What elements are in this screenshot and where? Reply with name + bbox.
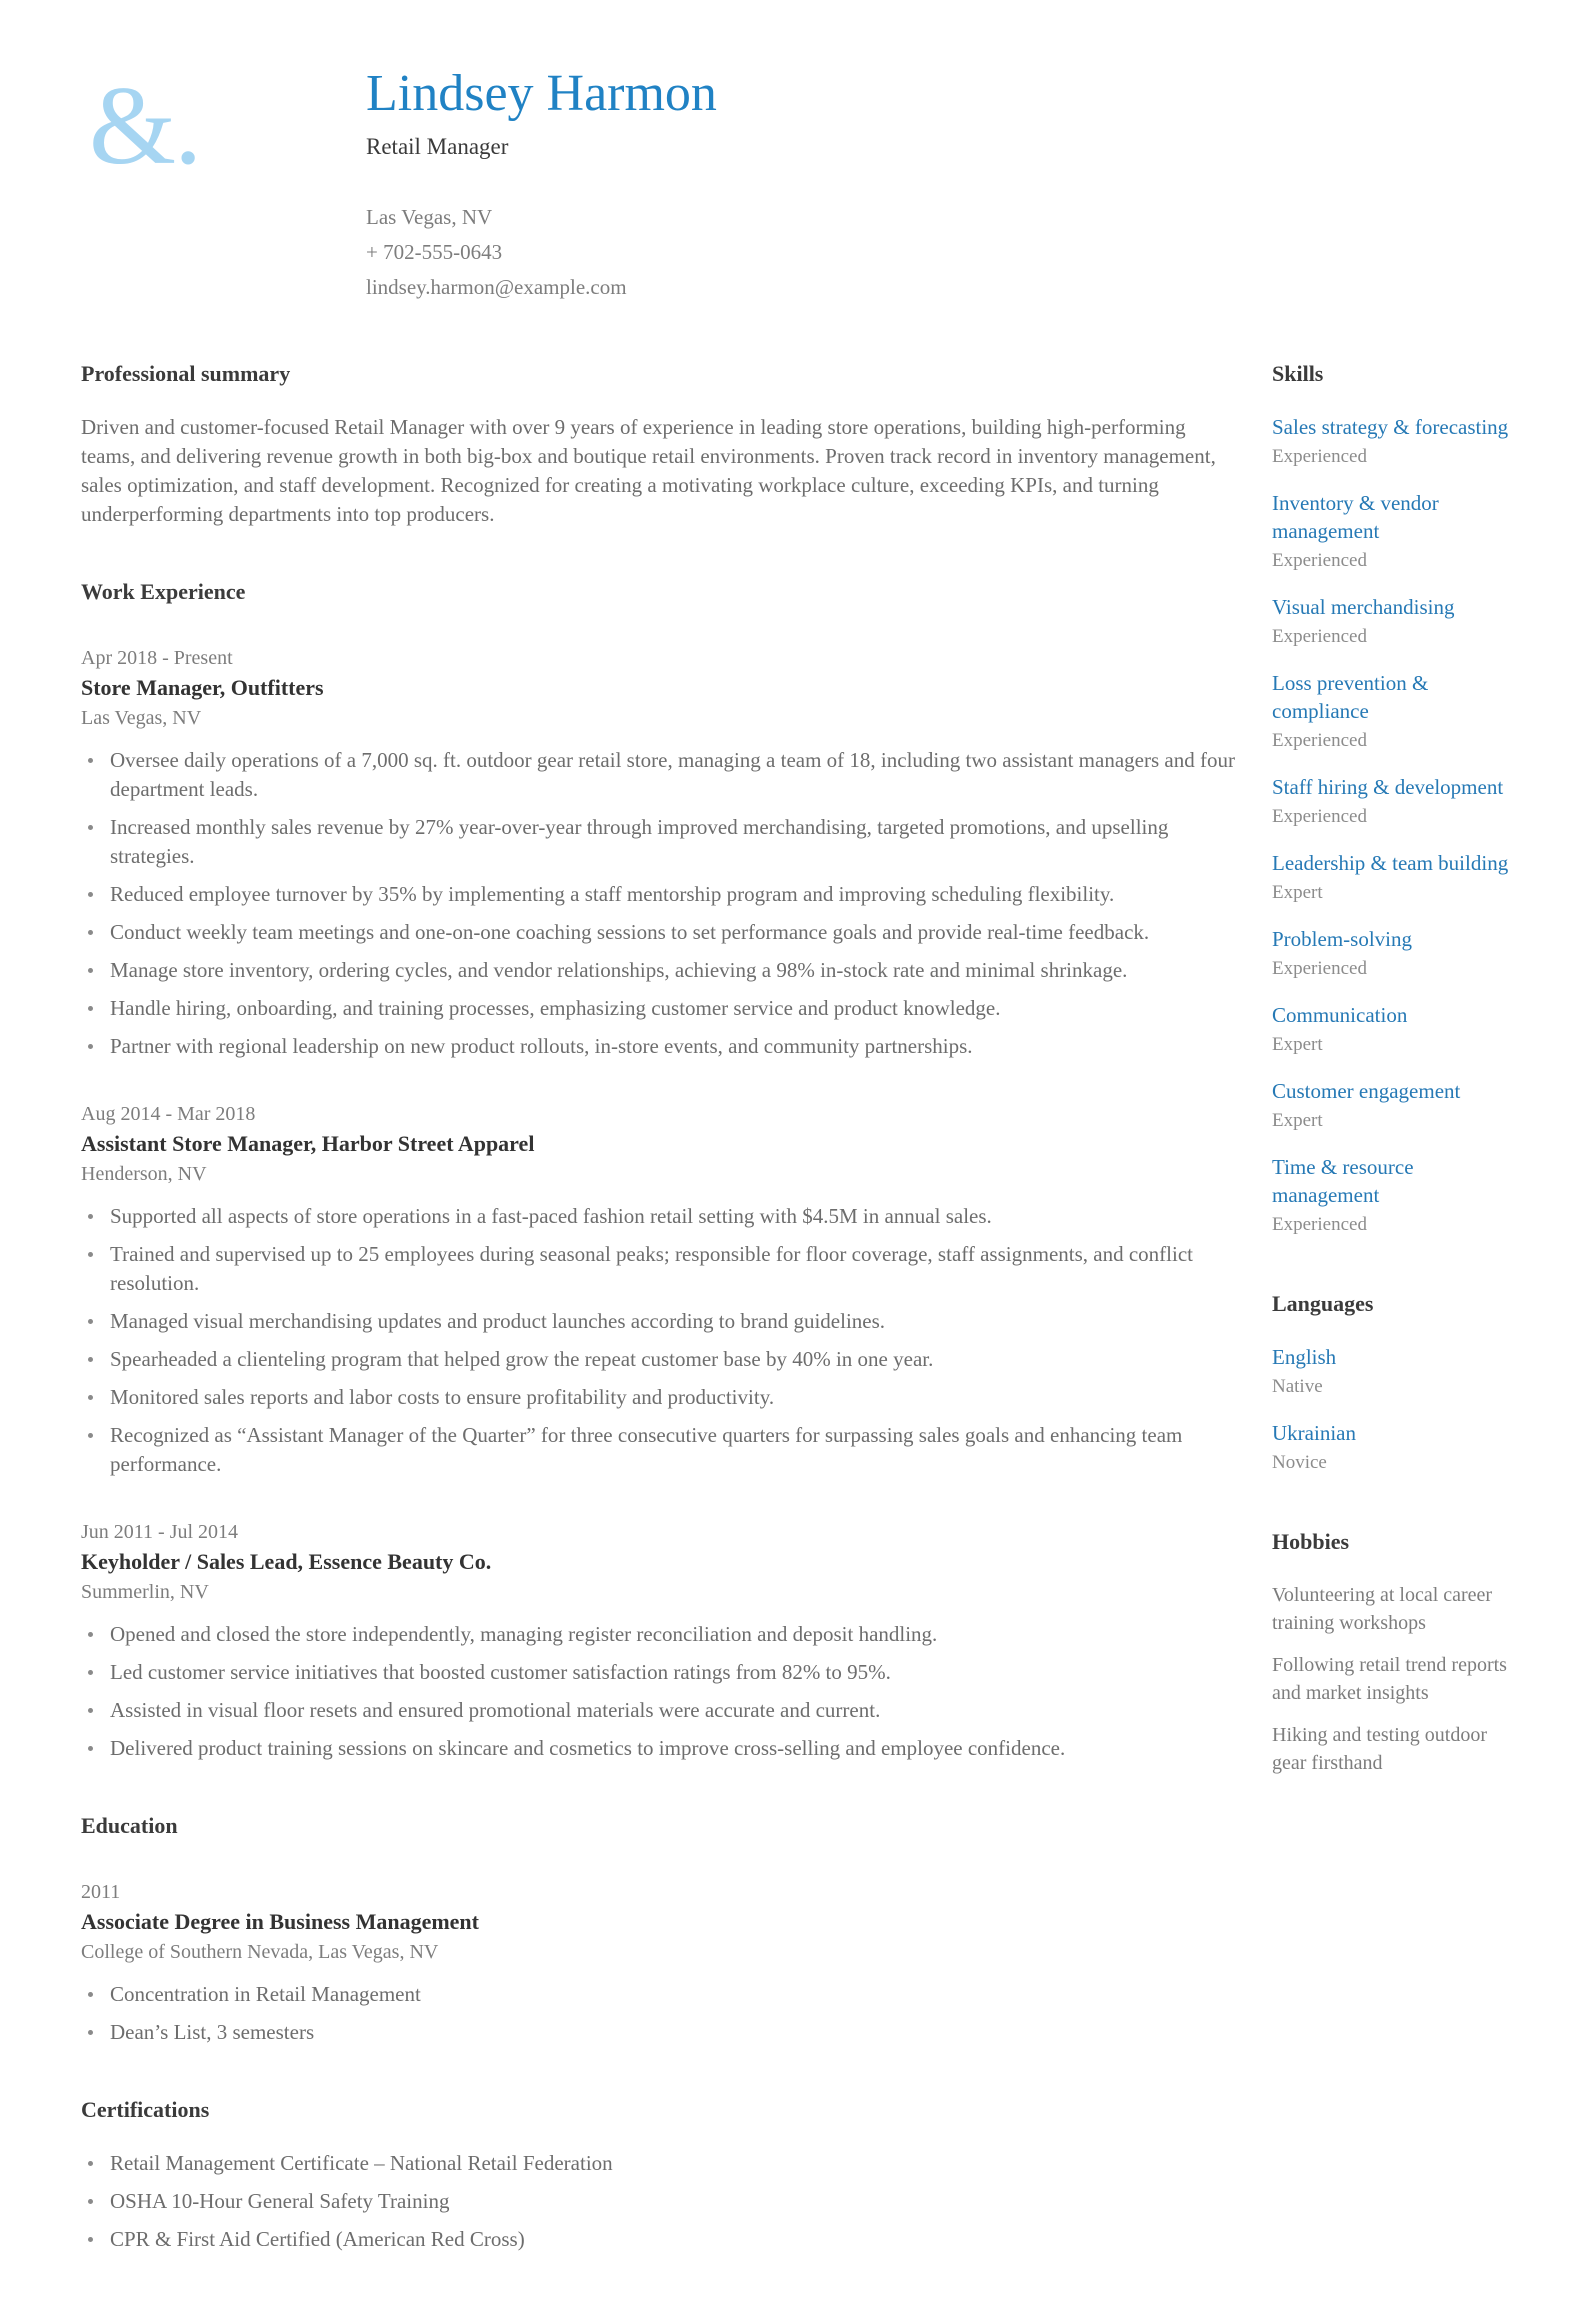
skill-name: Problem-solving <box>1272 926 1412 951</box>
language-level: Novice <box>1272 1451 1327 1473</box>
skill-level: Experienced <box>1272 805 1367 827</box>
skill-level: Experienced <box>1272 445 1367 467</box>
skill-name: Inventory & vendor management <box>1272 490 1439 543</box>
bullet-dot-icon <box>88 1006 93 1011</box>
job-bullet-list <box>81 1202 1237 1479</box>
bullet-dot-icon <box>88 2237 93 2242</box>
contact-location: Las Vegas, NV <box>366 204 493 229</box>
bullet-dot-icon <box>88 2161 93 2166</box>
certification-item: Retail Management Certificate – National Retail Federation <box>81 2149 1237 2178</box>
hobby-item: Following retail trend reports and market insights <box>1272 1653 1507 1704</box>
skill-level: Expert <box>1272 1033 1323 1055</box>
section-education <box>81 1813 1237 2047</box>
skill-name: Visual merchandising <box>1272 594 1455 619</box>
certification-item: OSHA 10-Hour General Safety Training <box>81 2187 1237 2216</box>
job-bullet: Recognized as “Assistant Manager of the Quarter” for three consecutive quarters for surpassing sales goals and enhancing team performance. <box>81 1421 1237 1479</box>
job-bullet: Delivered product training sessions on skincare and cosmetics to improve cross-selling and employee confidence. <box>81 1734 1237 1763</box>
job-bullet: Spearheaded a clienteling program that helped grow the repeat customer base by 40% in one year. <box>81 1345 1237 1374</box>
job-entry <box>81 647 1237 1061</box>
contact-block <box>366 200 1512 305</box>
job-dates: Jun 2011 - Jul 2014 <box>81 1520 239 1543</box>
skill-item <box>1272 1001 1512 1057</box>
education-bullet: Dean’s List, 3 semesters <box>81 2018 1237 2047</box>
bullet-dot-icon <box>88 758 93 763</box>
skill-item <box>1272 1153 1512 1237</box>
skill-level: Experienced <box>1272 1213 1367 1235</box>
job-entry <box>81 1521 1237 1763</box>
job-title: Assistant Store Manager, Harbor Street Apparel <box>81 1130 535 1156</box>
skill-name: Sales strategy & forecasting <box>1272 414 1509 439</box>
skill-item <box>1272 489 1512 573</box>
bullet-dot-icon <box>88 1746 93 1751</box>
main-column <box>81 361 1237 2263</box>
job-bullet: Trained and supervised up to 25 employees during seasonal peaks; responsible for floor coverage, staff assignments, and conflict resolution. <box>81 1240 1237 1298</box>
job-bullet-list <box>81 1620 1237 1763</box>
bullet-dot-icon <box>88 1433 93 1438</box>
skill-item <box>1272 849 1512 905</box>
job-location: Henderson, NV <box>81 1162 207 1185</box>
education-heading: Education <box>81 1812 178 1838</box>
bullet-dot-icon <box>88 1044 93 1049</box>
job-bullet: Opened and closed the store independently, managing register reconciliation and deposit handling. <box>81 1620 1237 1649</box>
bullet-dot-icon <box>88 1708 93 1713</box>
summary-heading: Professional summary <box>81 360 291 386</box>
bullet-dot-icon <box>88 892 93 897</box>
person-name: Lindsey Harmon <box>366 65 717 122</box>
content-columns <box>81 361 1512 2263</box>
job-bullet: Oversee daily operations of a 7,000 sq. ft. outdoor gear retail store, managing a team of 18, including two assistant managers and four department leads. <box>81 746 1237 804</box>
section-skills <box>1272 361 1512 1237</box>
skill-name: Staff hiring & development <box>1272 774 1504 799</box>
job-bullet-list <box>81 746 1237 1061</box>
job-bullet: Assisted in visual floor resets and ensured promotional materials were accurate and current. <box>81 1696 1237 1725</box>
section-certifications <box>81 2097 1237 2254</box>
experience-heading: Work Experience <box>81 578 246 604</box>
language-item <box>1272 1419 1512 1475</box>
job-bullet: Conduct weekly team meetings and one-on-one coaching sessions to set performance goals and provide real-time feedback. <box>81 918 1237 947</box>
bullet-dot-icon <box>88 2199 93 2204</box>
bullet-dot-icon <box>88 1357 93 1362</box>
language-level: Native <box>1272 1375 1323 1397</box>
section-hobbies <box>1272 1529 1512 1777</box>
section-languages <box>1272 1291 1512 1475</box>
job-bullet: Supported all aspects of store operations in a fast-paced fashion retail setting with $4.5M in annual sales. <box>81 1202 1237 1231</box>
bullet-dot-icon <box>88 1670 93 1675</box>
bullet-dot-icon <box>88 825 93 830</box>
certifications-list <box>81 2149 1237 2254</box>
skill-level: Experienced <box>1272 625 1367 647</box>
sidebar <box>1272 361 1512 2263</box>
skill-name: Leadership & team building <box>1272 850 1509 875</box>
skills-heading: Skills <box>1272 360 1324 386</box>
job-bullet: Monitored sales reports and labor costs to ensure profitability and productivity. <box>81 1383 1237 1412</box>
job-bullet: Partner with regional leadership on new product rollouts, in-store events, and community partnerships. <box>81 1032 1237 1061</box>
job-dates: Aug 2014 - Mar 2018 <box>81 1102 256 1125</box>
language-name: English <box>1272 1344 1337 1369</box>
header-text <box>366 64 1512 305</box>
job-title: Store Manager, Outfitters <box>81 674 324 700</box>
skill-item <box>1272 773 1512 829</box>
header <box>81 64 1512 305</box>
logo <box>81 64 366 188</box>
skill-item <box>1272 1077 1512 1133</box>
bullet-dot-icon <box>88 2030 93 2035</box>
summary-text: Driven and customer-focused Retail Manager with over 9 years of experience in leading store operations, building high-performing teams, and delivering revenue growth in both big-box and boutique retail environments. Proven track record in inventory management, sales optimization, and staff development. Recognized for creating a motivating workplace culture, exceeding KPIs, and turning underperforming departments into top producers. <box>81 414 1216 526</box>
contact-phone: + 702-555-0643 <box>366 239 503 264</box>
section-professional-summary <box>81 361 1237 529</box>
skill-level: Experienced <box>1272 729 1367 751</box>
bullet-dot-icon <box>88 1214 93 1219</box>
skill-item <box>1272 925 1512 981</box>
skill-level: Expert <box>1272 1109 1323 1131</box>
bullet-dot-icon <box>88 1632 93 1637</box>
person-job-title: Retail Manager <box>366 133 509 159</box>
hobby-item: Hiking and testing outdoor gear firsthand <box>1272 1723 1487 1774</box>
contact-email: lindsey.harmon@example.com <box>366 274 627 299</box>
job-bullet: Led customer service initiatives that boosted customer satisfaction ratings from 82% to 95%. <box>81 1658 1237 1687</box>
education-school: College of Southern Nevada, Las Vegas, NV <box>81 1940 439 1963</box>
bullet-dot-icon <box>88 930 93 935</box>
skill-name: Communication <box>1272 1002 1408 1027</box>
job-entry <box>81 1103 1237 1479</box>
skill-name: Loss prevention & compliance <box>1272 670 1429 723</box>
job-location: Las Vegas, NV <box>81 706 202 729</box>
job-bullet: Increased monthly sales revenue by 27% year-over-year through improved merchandising, targeted promotions, and upselling strategies. <box>81 813 1237 871</box>
job-bullet: Handle hiring, onboarding, and training processes, emphasizing customer service and product knowledge. <box>81 994 1237 1023</box>
skill-name: Time & resource management <box>1272 1154 1414 1207</box>
skill-item <box>1272 669 1512 753</box>
hobby-item: Volunteering at local career training workshops <box>1272 1583 1493 1634</box>
job-title: Keyholder / Sales Lead, Essence Beauty Co. <box>81 1548 492 1574</box>
ampersand-logo-icon: &. <box>89 64 201 188</box>
skill-level: Experienced <box>1272 957 1367 979</box>
education-bullet-list <box>81 1980 1237 2047</box>
section-work-experience <box>81 579 1237 1763</box>
education-entry <box>81 1881 1237 2047</box>
languages-heading: Languages <box>1272 1290 1374 1316</box>
job-bullet: Managed visual merchandising updates and product launches according to brand guidelines. <box>81 1307 1237 1336</box>
language-name: Ukrainian <box>1272 1420 1356 1445</box>
bullet-dot-icon <box>88 1992 93 1997</box>
skill-level: Experienced <box>1272 549 1367 571</box>
bullet-dot-icon <box>88 1319 93 1324</box>
skill-item <box>1272 593 1512 649</box>
bullet-dot-icon <box>88 1395 93 1400</box>
job-location: Summerlin, NV <box>81 1580 209 1603</box>
certification-item: CPR & First Aid Certified (American Red Cross) <box>81 2225 1237 2254</box>
education-year: 2011 <box>81 1880 121 1903</box>
hobbies-heading: Hobbies <box>1272 1528 1350 1554</box>
job-bullet: Reduced employee turnover by 35% by implementing a staff mentorship program and improving scheduling flexibility. <box>81 880 1237 909</box>
bullet-dot-icon <box>88 1252 93 1257</box>
job-bullet: Manage store inventory, ordering cycles, and vendor relationships, achieving a 98% in-stock rate and minimal shrinkage. <box>81 956 1237 985</box>
bullet-dot-icon <box>88 968 93 973</box>
language-item <box>1272 1343 1512 1399</box>
education-bullet: Concentration in Retail Management <box>81 1980 1237 2009</box>
skill-name: Customer engagement <box>1272 1078 1461 1103</box>
education-degree: Associate Degree in Business Management <box>81 1908 479 1934</box>
skill-item <box>1272 413 1512 469</box>
skill-level: Expert <box>1272 881 1323 903</box>
certifications-heading: Certifications <box>81 2096 210 2122</box>
job-dates: Apr 2018 - Present <box>81 646 233 669</box>
